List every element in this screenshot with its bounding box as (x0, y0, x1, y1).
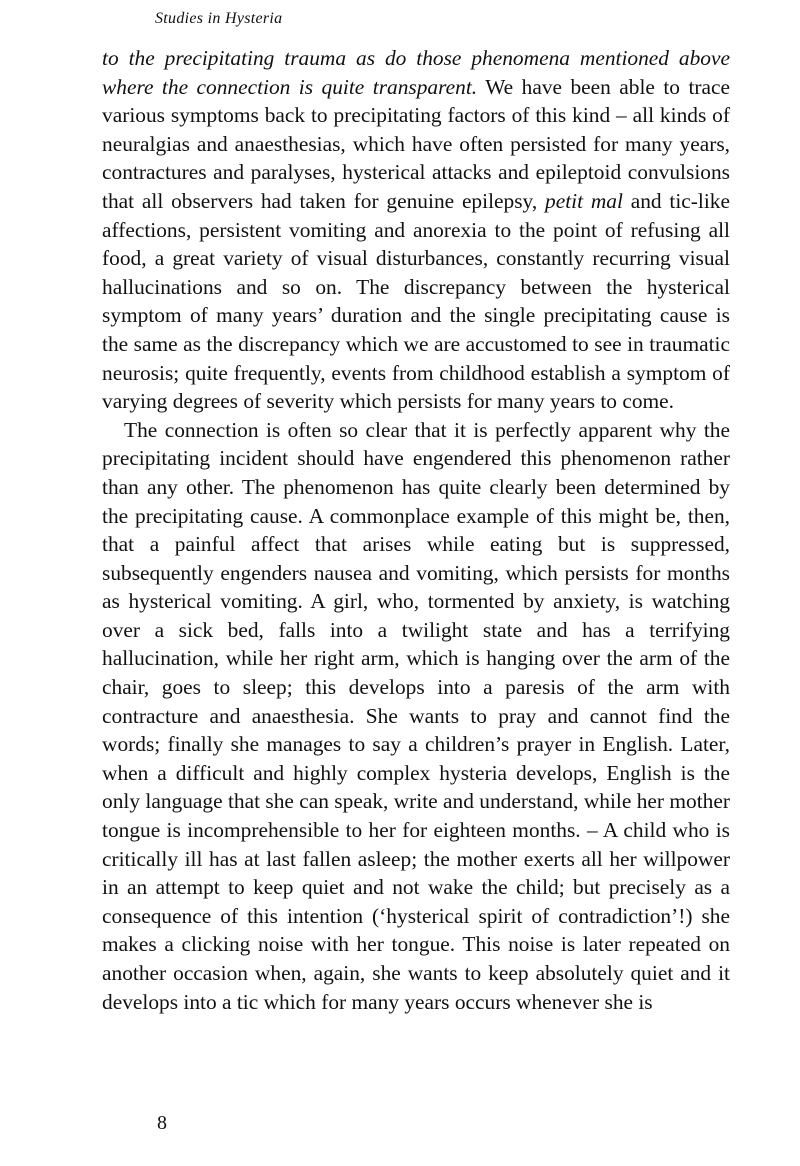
paragraph-1-text-b: and tic-like affections, persistent vomiting and anorexia to the point of refusing all food, a great variety of visual disturbances, constantly recurring visual hallucinations and so on. The discrepancy between the hysterical symptom of many years’ duration and the single precipitating cause is the same as the discrepancy which we are accustomed to see in traumatic neurosis; quite frequently, events from childhood establish a symptom of varying degrees of severity which persists for many years to come. (102, 188, 731, 414)
italic-lead: to the precipitating trauma as do those phenomena mentioned above where the connection is quite transparent. (102, 46, 730, 99)
paragraph-1 (102, 44, 730, 416)
body-text (102, 44, 730, 1016)
running-head: Studies in Hysteria (155, 10, 283, 27)
page-number: 8 (157, 1112, 167, 1134)
italic-term: petit mal (545, 188, 623, 213)
paragraph-2: The connection is often so clear that it is perfectly apparent why the precipitating incident should have engendered this phenomenon rather than any other. The phenomenon has quite clearly been determined by the precipitating cause. A commonplace example of this might be, then, that a painful affect that arises while eating but is suppressed, subsequently engenders nausea and vomiting, which persists for months as hysterical vomiting. A girl, who, tormented by anxiety, is watching over a sick bed, falls into a twilight state and has a terrifying hallucination, while her right arm, which is hanging over the arm of the chair, goes to sleep; this develops into a paresis of the arm with contracture and anaesthesia. She wants to pray and cannot find the words; finally she manages to say a children’s prayer in English. Later, when a difficult and highly complex hysteria develops, English is the only language that she can speak, write and understand, while her mother tongue is incomprehensible to her for eighteen months. – A child who is critically ill has at last fallen asleep; the mother exerts all her willpower in an attempt to keep quiet and not wake the child; but precisely as a consequence of this intention (‘hysterical spirit of contradiction’!) she makes a clicking noise with her tongue. This noise is later repeated on another occasion when, again, she wants to keep absolutely quiet and it develops into a tic which for many years occurs whenever she is (102, 417, 730, 1014)
paragraph-1-text-a: We have been able to trace various symptoms back to precipitating factors of this kind – all kinds of neuralgias and anaesthesias, which have often persisted for many years, contractures and paralyses, hysterical attacks and epileptoid convulsions that all observers had taken for genuine epilepsy, (102, 74, 730, 213)
